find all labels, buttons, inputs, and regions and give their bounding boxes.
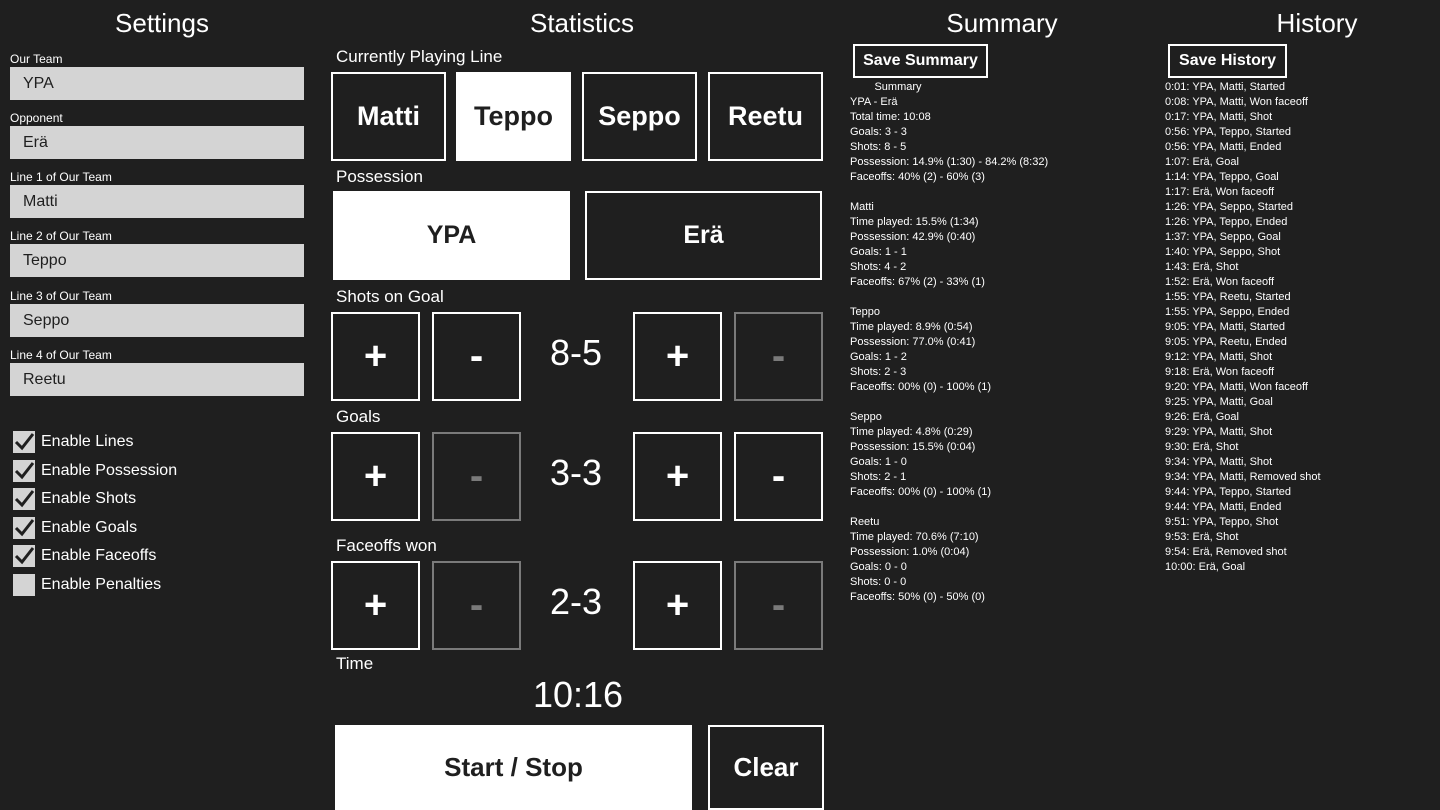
faceoffs-label: Faceoffs won	[336, 536, 437, 555]
enable-possession-label: Enable Possession	[41, 462, 178, 479]
checkmark-icon	[13, 545, 35, 567]
summary-text: Summary YPA - Erä Total time: 10:08 Goals: 3 - 3 Shots: 8 - 5 Possession: 14.9% (1:30) - 84.2% (8:32) Faceoffs: 40% (2) - 60% (3) Matti Time played: 15.5% (1:34) Possession: 42.9% (0:40) Goals: 1 - 1 Shots: 4 - 2 Faceoffs: 67% (2) - 33% (1) Teppo Time played: 8.9% (0:54) Possession: 77.0% (0:41) Goals: 1 - 2 Shots: 2 - 3 Faceoffs: 00% (0) - 100% (1) Seppo Time played: 4.8% (0:29) Possession: 15.5% (0:04) Goals: 1 - 0 Shots: 2 - 1 Faceoffs: 00% (0) - 100% (1) Reetu Time played: 70.6% (7:10) Possession: 1.0% (0:04) Goals: 0 - 0 Shots: 0 - 0 Faceoffs: 50% (0) - 50% (0)	[850, 81, 1049, 603]
line3-label: Line 3 of Our Team	[10, 289, 112, 303]
opponent-label: Opponent	[10, 111, 63, 125]
opponent-field[interactable]: Erä	[10, 126, 304, 159]
line-button-teppo[interactable]: Teppo	[456, 72, 571, 161]
faceoffs-away-minus-button[interactable]: -	[734, 561, 823, 650]
current-line-label: Currently Playing Line	[336, 47, 503, 66]
clear-button[interactable]: Clear	[708, 725, 824, 810]
checkmark-icon	[13, 488, 35, 510]
enable-faceoffs-label: Enable Faceoffs	[41, 547, 157, 564]
line2-label: Line 2 of Our Team	[10, 229, 112, 243]
possession-label: Possession	[336, 167, 423, 186]
time-label: Time	[336, 654, 374, 673]
shots-score: 8-5	[549, 332, 603, 373]
settings-title: Settings	[115, 8, 209, 38]
our-team-field[interactable]: YPA	[10, 67, 304, 100]
enable-goals-checkbox[interactable]	[13, 517, 137, 539]
shots-home-plus-button[interactable]: +	[331, 312, 420, 401]
possession-away-button[interactable]: Erä	[585, 191, 822, 280]
faceoffs-score: 2-3	[549, 581, 603, 622]
line2-field[interactable]: Teppo	[10, 244, 304, 277]
statistics-title: Statistics	[529, 8, 635, 38]
history-list: 0:01: YPA, Matti, Started 0:08: YPA, Matti, Won faceoff 0:17: YPA, Matti, Shot 0:56: YPA, Teppo, Started 0:56: YPA, Matti, Ended 1:07: Erä, Goal 1:14: YPA, Teppo, Goal 1:17: Erä, Won faceoff 1:26: YPA, Seppo, Started 1:26: YPA, Teppo, Ended 1:37: YPA, Seppo, Goal 1:40: YPA, Seppo, Shot 1:43: Erä, Shot 1:52: Erä, Won faceoff 1:55: YPA, Reetu, Started 1:55: YPA, Seppo, Ended 9:05: YPA, Matti, Started 9:05: YPA, Reetu, Ended 9:12: YPA, Matti, Shot 9:18: Erä, Won faceoff 9:20: YPA, Matti, Won faceoff 9:25: YPA, Matti, Goal 9:26: Erä, Goal 9:29: YPA, Matti, Shot 9:30: Erä, Shot 9:34: YPA, Matti, Shot 9:34: YPA, Matti, Removed shot 9:44: YPA, Teppo, Started 9:44: YPA, Matti, Ended 9:51: YPA, Teppo, Shot 9:53: Erä, Shot 9:54: Erä, Removed shot 10:00: Erä, Goal	[1165, 81, 1321, 573]
save-summary-button[interactable]: Save Summary	[853, 44, 988, 78]
line-button-reetu[interactable]: Reetu	[708, 72, 823, 161]
line1-label: Line 1 of Our Team	[10, 170, 112, 184]
shots-home-minus-button[interactable]: -	[432, 312, 521, 401]
enable-penalties-checkbox[interactable]	[13, 574, 161, 596]
checkmark-icon	[13, 517, 35, 539]
checkmark-icon	[13, 431, 35, 453]
goals-score: 3-3	[549, 452, 603, 493]
time-value: 10:16	[532, 674, 624, 715]
empty-checkbox-icon	[13, 574, 35, 596]
faceoffs-home-minus-button[interactable]: -	[432, 561, 521, 650]
goals-label: Goals	[336, 407, 381, 426]
line1-field[interactable]: Matti	[10, 185, 304, 218]
line3-field[interactable]: Seppo	[10, 304, 304, 337]
enable-lines-checkbox[interactable]	[13, 431, 134, 453]
save-history-button[interactable]: Save History	[1168, 44, 1287, 78]
enable-faceoffs-checkbox[interactable]	[13, 545, 156, 567]
history-title: History	[1276, 8, 1358, 38]
goals-away-plus-button[interactable]: +	[633, 432, 722, 521]
faceoffs-away-plus-button[interactable]: +	[633, 561, 722, 650]
shots-away-minus-button[interactable]: -	[734, 312, 823, 401]
checkmark-icon	[13, 460, 35, 482]
goals-home-plus-button[interactable]: +	[331, 432, 420, 521]
possession-home-button[interactable]: YPA	[333, 191, 570, 280]
line4-label: Line 4 of Our Team	[10, 348, 112, 362]
shots-label: Shots on Goal	[336, 287, 444, 306]
goals-away-minus-button[interactable]: -	[734, 432, 823, 521]
enable-penalties-label: Enable Penalties	[41, 576, 162, 593]
shots-away-plus-button[interactable]: +	[633, 312, 722, 401]
summary-title: Summary	[946, 8, 1058, 38]
start-stop-button[interactable]: Start / Stop	[335, 725, 692, 810]
line4-field[interactable]: Reetu	[10, 363, 304, 396]
enable-possession-checkbox[interactable]	[13, 460, 177, 482]
enable-goals-label: Enable Goals	[41, 519, 138, 536]
line-button-seppo[interactable]: Seppo	[582, 72, 697, 161]
faceoffs-home-plus-button[interactable]: +	[331, 561, 420, 650]
enable-shots-checkbox[interactable]	[13, 488, 136, 510]
line-button-matti[interactable]: Matti	[331, 72, 446, 161]
enable-lines-label: Enable Lines	[41, 433, 134, 450]
our-team-label: Our Team	[10, 52, 63, 66]
goals-home-minus-button[interactable]: -	[432, 432, 521, 521]
enable-shots-label: Enable Shots	[41, 490, 137, 507]
